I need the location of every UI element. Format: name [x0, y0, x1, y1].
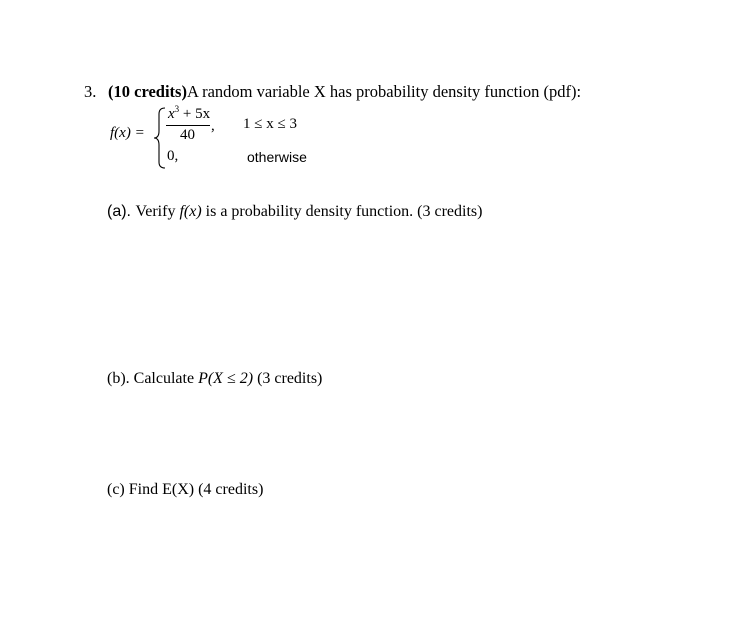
- pdf-comma: ,: [211, 118, 215, 134]
- question-line: [84, 82, 581, 102]
- pdf-zero-case: 0,: [167, 148, 179, 164]
- pdf-condition-otherwise: otherwise: [247, 149, 307, 165]
- question-number: 3.: [84, 82, 97, 101]
- fraction-bar: [166, 125, 210, 126]
- question-stem: A random variable X has probability density function (pdf):: [186, 82, 582, 101]
- part-c: (c) Find E(X) (4 credits): [107, 481, 264, 498]
- question-credits: (10 credits): [108, 82, 187, 101]
- pdf-condition-range: 1 ≤ x ≤ 3: [243, 116, 297, 132]
- part-b: (b). Calculate P(X ≤ 2) (3 credits): [107, 370, 323, 387]
- pdf-denominator: 40: [180, 127, 195, 143]
- left-brace-icon: [153, 107, 167, 169]
- part-a: (a). Verify f(x) is a probability density function. (3 credits): [107, 203, 483, 220]
- pdf-lhs: f(x) =: [110, 125, 145, 141]
- pdf-numerator: $x^3 + 5x$: [168, 104, 211, 122]
